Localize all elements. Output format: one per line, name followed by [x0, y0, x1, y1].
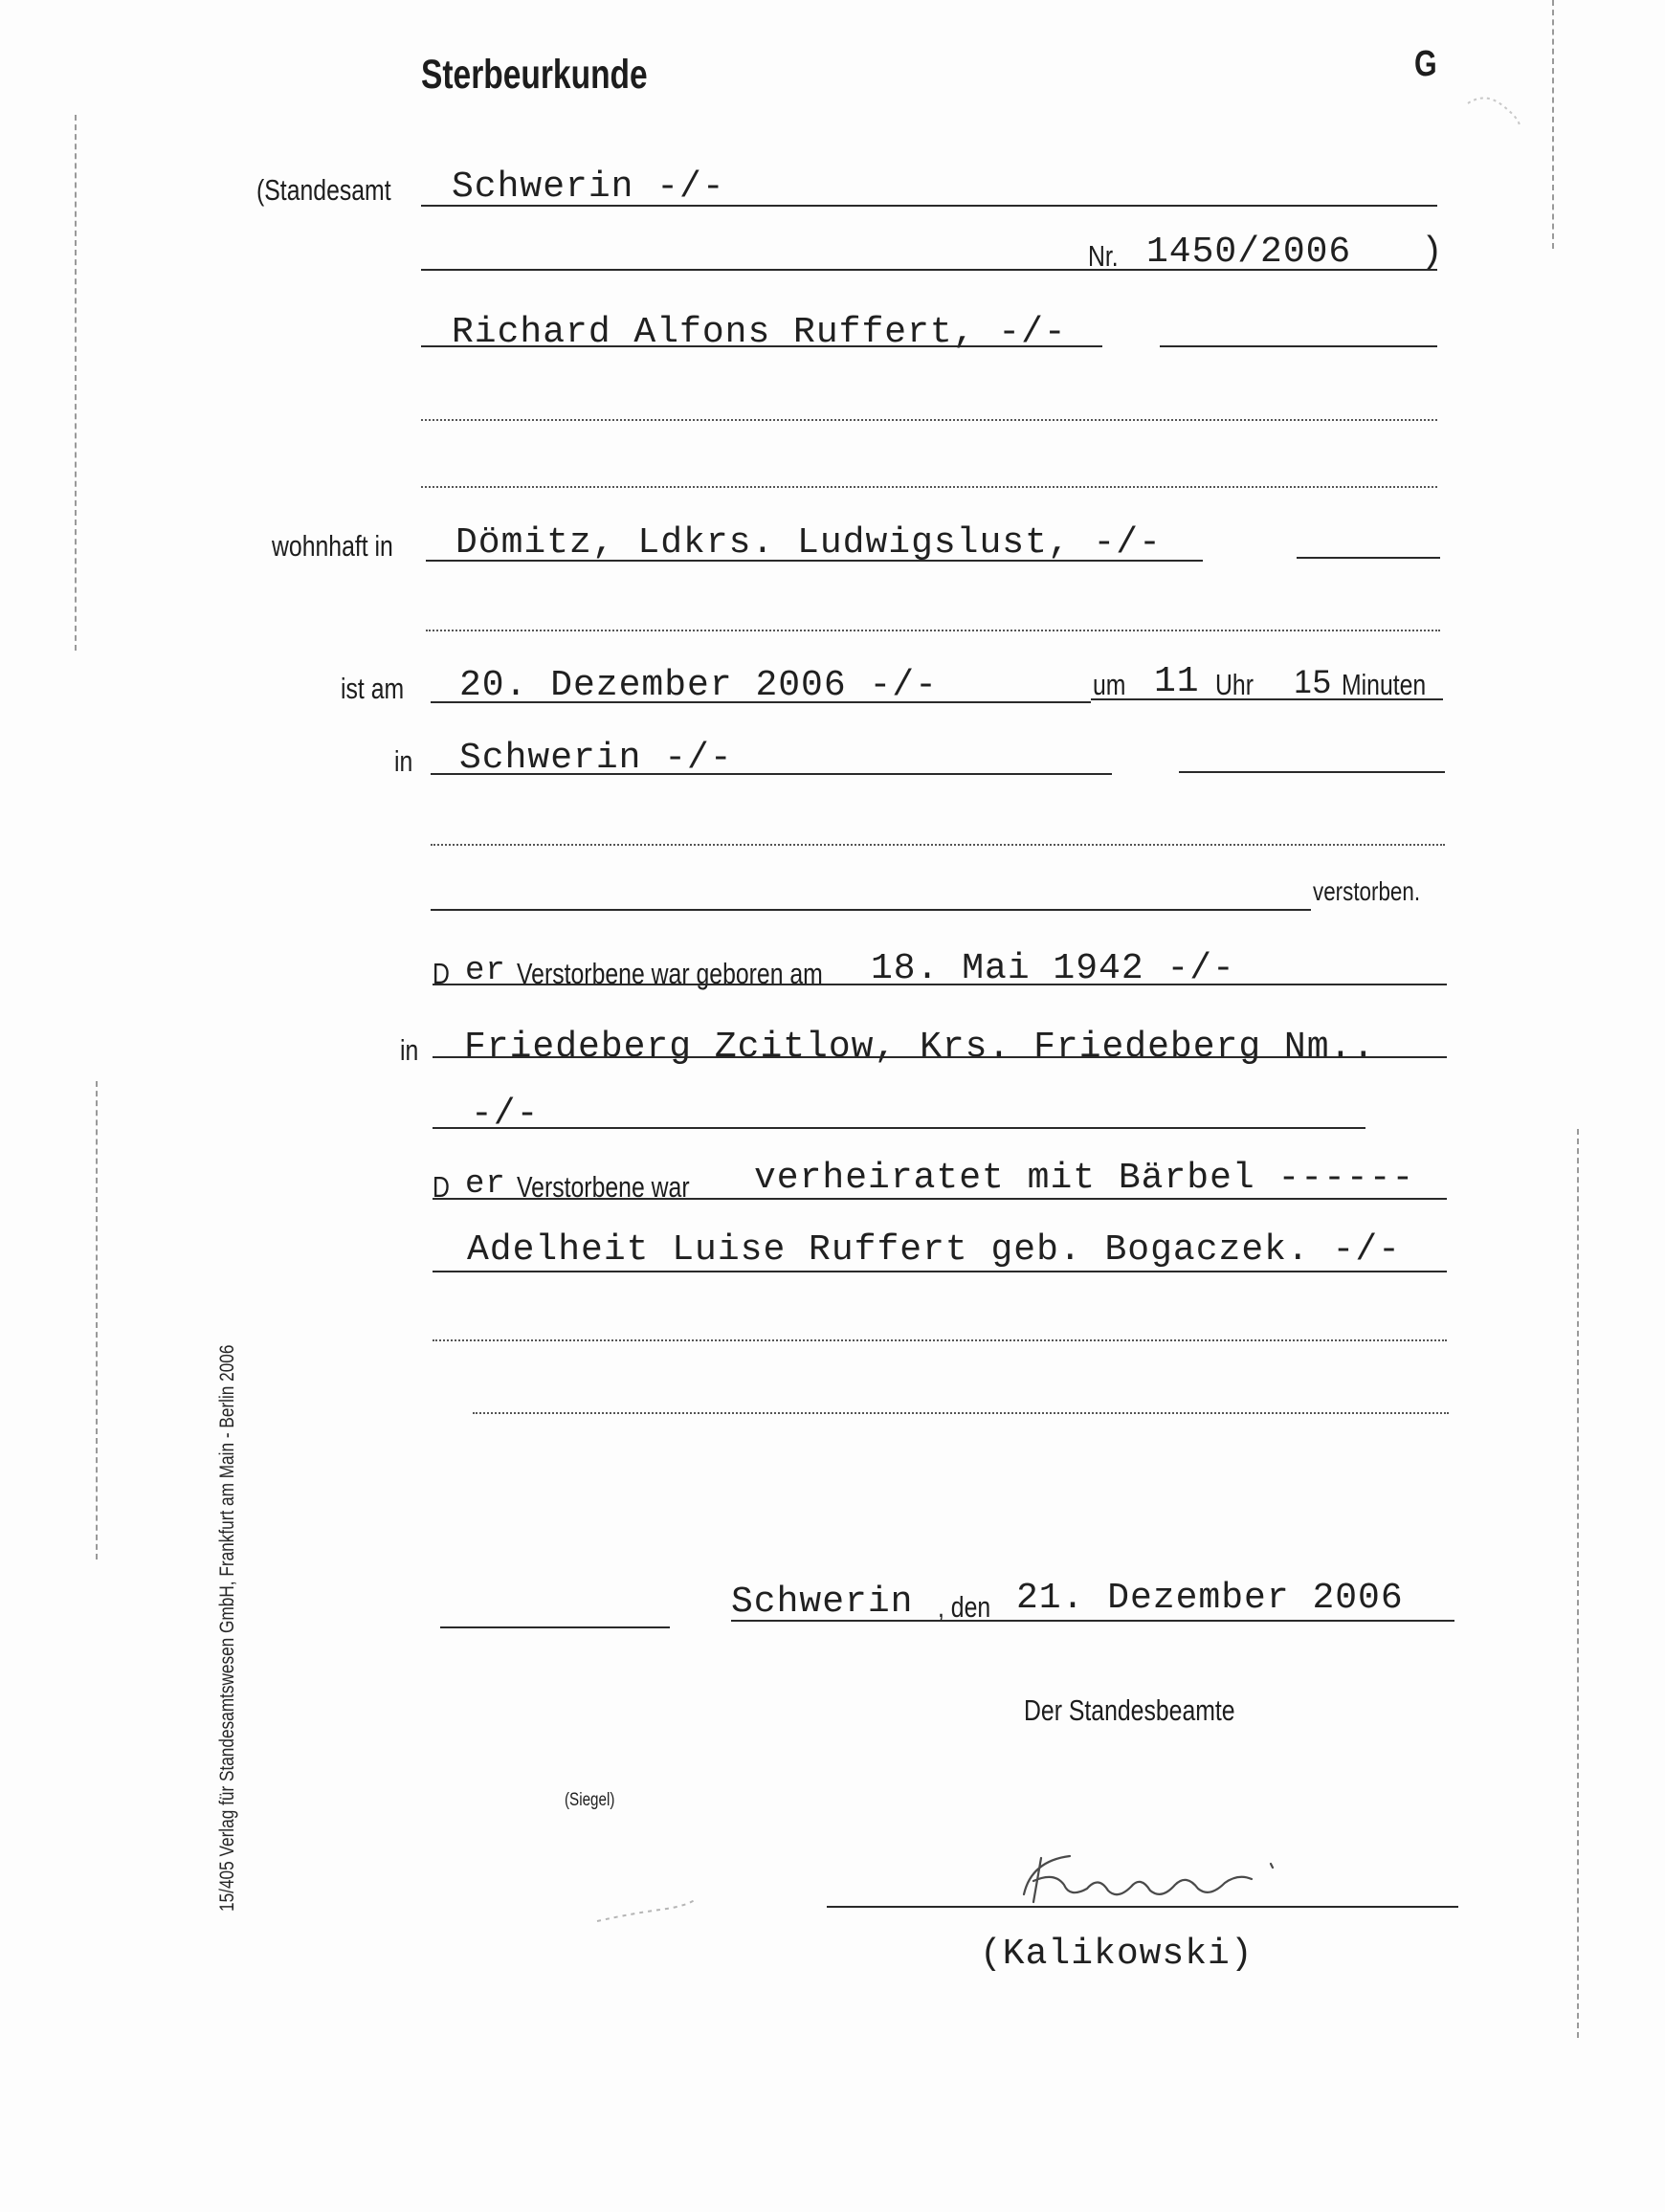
- nr-label: Nr.: [1088, 239, 1119, 273]
- blank-line: [421, 486, 1437, 488]
- name-line: [421, 345, 1102, 347]
- geburtsort-value-1: Friedeberg Zcitlow, Krs. Friedeberg Nm..: [464, 1027, 1376, 1068]
- den-label: , den: [938, 1590, 991, 1624]
- verstorben-line: [431, 909, 1311, 911]
- uhrzeit-line: [1091, 698, 1443, 700]
- scan-smudge: [1464, 88, 1521, 136]
- familienstand-line-2: [433, 1271, 1447, 1272]
- um-label: um: [1093, 668, 1126, 701]
- wohnhaft-label: wohnhaft in: [272, 529, 393, 563]
- seal-smudge: [593, 1892, 699, 1931]
- scan-edge-line: [96, 1081, 98, 1559]
- geburtsort-line: [433, 1056, 1447, 1058]
- ausstellung-line-start: [440, 1626, 670, 1628]
- scan-edge-line: [1552, 0, 1554, 249]
- geboren-label-er: er: [465, 953, 506, 989]
- sterbeort-line-end: [1179, 771, 1445, 773]
- blank-line: [473, 1412, 1449, 1414]
- nr-closing-parenthesis: ): [1421, 232, 1444, 273]
- uhr-label: Uhr: [1215, 668, 1254, 701]
- beamter-name: (Kalikowski): [980, 1934, 1254, 1975]
- signature-line: [827, 1906, 1458, 1908]
- sterbeort-label: in: [394, 744, 413, 778]
- signature: [1012, 1847, 1299, 1913]
- sterbeort-line: [431, 773, 1112, 775]
- standesbeamte-label: Der Standesbeamte: [1024, 1693, 1235, 1727]
- geboren-label-d: D: [433, 957, 450, 990]
- name-line-end: [1160, 345, 1437, 347]
- familienstand-label-d: D: [433, 1170, 450, 1204]
- stunde-value: 11: [1154, 661, 1200, 702]
- scan-edge-line: [1577, 1129, 1579, 2038]
- document-title: Sterbeurkunde: [421, 52, 648, 98]
- geburtsort-label: in: [400, 1033, 419, 1067]
- form-marker: G: [1414, 44, 1437, 84]
- nr-line: [421, 269, 1437, 271]
- geburtsort-value-2: -/-: [471, 1094, 540, 1135]
- wohnort-line-end: [1297, 557, 1440, 559]
- ausstellung-line: [731, 1620, 1454, 1622]
- geburtsdatum-value: 18. Mai 1942 -/-: [871, 948, 1235, 989]
- blank-line: [426, 630, 1440, 631]
- standesamt-value: Schwerin -/-: [452, 166, 725, 208]
- wohnort-line: [426, 560, 1203, 562]
- minuten-label: Minuten: [1342, 668, 1427, 701]
- ist-am-label: ist am: [341, 672, 405, 705]
- scan-edge-line: [75, 115, 77, 651]
- ausstellungsort-value: Schwerin: [731, 1582, 914, 1623]
- standesamt-line: [421, 205, 1437, 207]
- verstorben-label: verstorben.: [1313, 876, 1421, 906]
- siegel-label: (Siegel): [565, 1790, 615, 1810]
- blank-line: [421, 419, 1437, 421]
- minuten-value: 15: [1294, 664, 1332, 700]
- publisher-side-print: 15/405 Verlag für Standesamtswesen GmbH, Frankfurt am Main - Berlin 2006: [216, 1344, 238, 1912]
- familienstand-label: Verstorbene war: [517, 1170, 690, 1204]
- sterbeort-value: Schwerin -/-: [459, 738, 733, 779]
- familienstand-value-2: Adelheit Luise Ruffert geb. Bogaczek. -/-: [467, 1229, 1401, 1271]
- geburtsdatum-line: [433, 984, 1447, 985]
- standesamt-label: (Standesamt: [256, 173, 391, 207]
- familienstand-value-1: verheiratet mit Bärbel ------: [754, 1158, 1415, 1199]
- ausstellungsdatum-value: 21. Dezember 2006: [1016, 1578, 1404, 1619]
- blank-line: [431, 844, 1445, 846]
- familienstand-label-er: er: [465, 1166, 506, 1203]
- geboren-label: Verstorbene war geboren am: [517, 957, 823, 990]
- geburtsort-line-2: [433, 1127, 1365, 1129]
- sterbedatum-value: 20. Dezember 2006 -/-: [459, 665, 938, 706]
- familienstand-line: [433, 1198, 1447, 1200]
- sterbedatum-line: [431, 701, 1091, 703]
- wohnort-value: Dömitz, Ldkrs. Ludwigslust, -/-: [455, 522, 1162, 564]
- blank-line: [433, 1339, 1447, 1341]
- name-value: Richard Alfons Ruffert, -/-: [452, 312, 1067, 353]
- nr-value: 1450/2006: [1146, 232, 1352, 273]
